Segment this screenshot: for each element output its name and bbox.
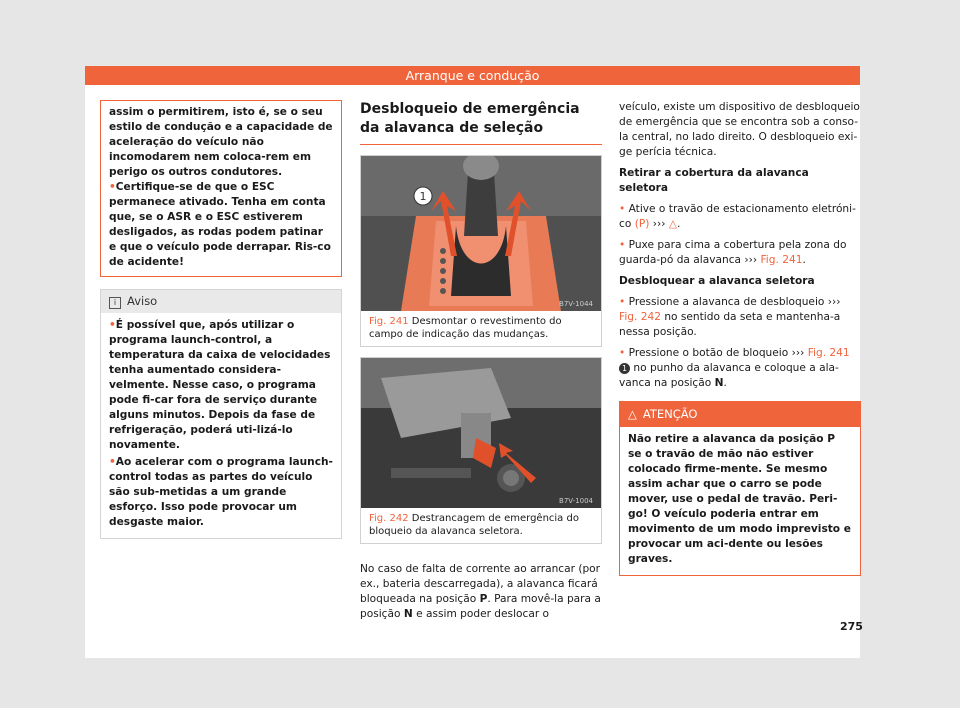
middle-column	[360, 100, 602, 622]
figure-code: B7V-1044	[559, 300, 593, 308]
figure-number: Fig. 242	[369, 513, 409, 524]
subheading: Desbloquear a alavanca seletora	[619, 275, 815, 287]
header-bar: Arranque e condução	[85, 66, 860, 85]
note-title: Aviso	[127, 294, 158, 308]
subheading: Retirar a cobertura da alavanca seletora	[619, 167, 809, 194]
figure-caption	[361, 508, 601, 543]
note-bullet: • É possível que, após utilizar o programa launch-control, a temperatura da caixa de velocidades tenha aumentado considera-velmente. Nesse caso, o programa pode fi-car fora de serviço durante alguns minutos. Depois da fase de refrigeração, poderá uti-lizá-lo novamente.	[109, 318, 333, 453]
reference-arrows: ›››	[791, 347, 805, 359]
step-bullet	[619, 295, 861, 340]
release-lever-image	[361, 358, 601, 508]
figure-caption-text: Destrancagem de emergência do bloqueio da alavanca seletora.	[369, 513, 579, 537]
step-bullet: • Pressione o botão de bloqueio ››› Fig. 241 1 no punho da alavanca e coloque a ala-vanca na posição N.	[619, 346, 861, 391]
figure-reference[interactable]: Fig. 242	[619, 311, 661, 323]
step-bullet: • Ative o travão de estacionamento eletróni-co (P) ››› △.	[619, 202, 861, 232]
number-badge: 1	[619, 363, 630, 374]
attention-box	[619, 401, 861, 576]
step-text: Pressione a alavanca de desbloqueio	[628, 296, 825, 308]
step-text: no sentido da seta e mantenha-a nessa posição.	[619, 311, 841, 338]
figure-241	[360, 155, 602, 347]
figure-reference[interactable]: Fig. 241	[760, 254, 803, 266]
step-text: Pressione o botão de bloqueio	[628, 347, 789, 359]
note-header	[101, 290, 341, 313]
figure-code: B7V-1004	[559, 497, 593, 505]
body-text: No caso de falta de corrente ao arrancar (por ex., bateria descarregada), a alavanca ficará bloqueada na posição	[360, 563, 601, 605]
position-n: N	[403, 608, 413, 620]
warning-text: assim o permitirem, isto é, se o seu estilo de condução e a capacidade de aceleração do veículo não incomodarem nem coloca-rem em perigo os outros condutores.	[109, 106, 333, 178]
step-bullet: • Puxe para cima a cobertura pela zona do guarda-pó da alavanca ››› Fig. 241.	[619, 238, 861, 268]
parking-brake-icon: (P)	[634, 218, 650, 230]
note-bullet: • Ao acelerar com o programa launch-control todas as partes do veículo são sub-metidas a um grande esforço. Isso pode provocar um desgaste maior.	[109, 455, 333, 530]
reference-arrows: ›››	[652, 218, 666, 230]
position-n: N	[714, 377, 724, 389]
figure-caption	[361, 311, 601, 346]
figure-caption-text: Desmontar o revestimento do campo de indicação das mudanças.	[369, 316, 562, 340]
reference-arrows: ›››	[744, 254, 758, 266]
attention-title: ATENÇÃO	[642, 407, 698, 421]
intro-paragraph: veículo, existe um dispositivo de desbloqueio de emergência que se encontra sob a conso-la central, no lado direito. O desbloqueio exi-ge perícia técnica.	[619, 101, 860, 158]
warning-continuation-box	[100, 100, 342, 277]
step-text: Ative o travão de estacionamento eletróni-co	[619, 203, 856, 230]
attention-body: Não retire a alavanca da posição P se o travão de mão não estiver colocado firme-mente. Se mesmo assim achar que o carro se pode mover, use o pedal de travão. Peri-go! O veículo poderia entrar em movimento de um modo imprevisto e provocar um aci-dente ou lesões graves.	[628, 433, 851, 565]
left-column	[100, 100, 342, 539]
section-title: Desbloqueio de emergência da alavanca de seleção	[360, 100, 602, 145]
figure-marker-1: 1	[419, 190, 427, 203]
warning-triangle-icon: △	[628, 407, 637, 421]
gear-lever-image	[361, 156, 601, 311]
figure-242	[360, 357, 602, 544]
body-text: . Para movê-la para a posição	[360, 593, 601, 620]
figure-number: Fig. 241	[369, 316, 409, 327]
body-text: e assim poder deslocar o	[416, 608, 550, 620]
position-p: P	[479, 593, 488, 605]
step-text: no punho da alavanca e coloque a ala-vanca na posição	[619, 362, 839, 389]
warning-bullet: • Certifique-se de que o ESC permanece ativado. Tenha em conta que, se o ASR e o ESC estiverem desligados, as rodas podem patinar e que o veículo pode derrapar. Ris-co de acidente!	[109, 180, 333, 270]
page-number: 275	[840, 620, 863, 633]
step-text: Puxe para cima a cobertura pela zona do guarda-pó da alavanca	[619, 239, 847, 266]
note-body	[101, 313, 341, 538]
figure-reference[interactable]: Fig. 241	[807, 347, 850, 359]
attention-header	[620, 402, 860, 427]
note-box	[100, 289, 342, 539]
reference-arrows: ›››	[827, 296, 841, 308]
right-column	[619, 100, 861, 576]
warning-triangle-icon: △	[668, 218, 677, 230]
body-paragraph	[360, 562, 602, 622]
info-icon: i	[109, 297, 121, 309]
